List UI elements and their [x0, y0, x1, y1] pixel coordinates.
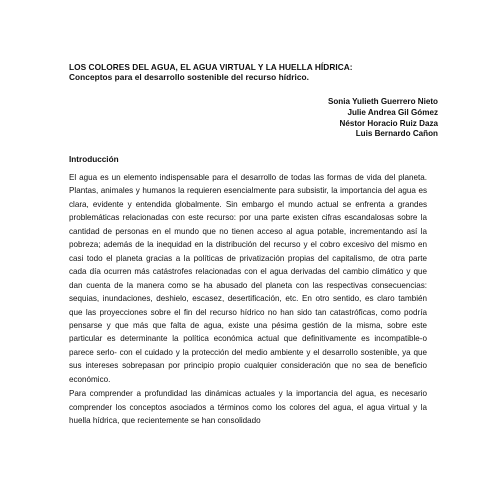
author-list: [328, 97, 438, 140]
author-name: Néstor Horacio Ruiz Daza: [339, 118, 438, 128]
paragraph: Para comprender a profundidad las dinámicas actuales y la importancia del agua, es necesario comprender los conceptos asociados a términos como los colores del agua, el agua virtual y la huella hídrica, que recientemente se han consolidado: [69, 389, 427, 426]
section-heading: Introducción: [69, 155, 119, 164]
title-line-2: Conceptos para el desarrollo sostenible del recurso hídrico.: [69, 72, 309, 83]
title-line-1: LOS COLORES DEL AGUA, EL AGUA VIRTUAL Y LA HUELLA HÍDRICA:: [69, 62, 353, 72]
document-title: [69, 62, 439, 83]
author-name: Sonia Yulieth Guerrero Nieto: [327, 97, 438, 106]
author-name: Luis Bernardo Cañon: [355, 129, 438, 139]
body-text: [69, 171, 427, 428]
paragraph: El agua es un elemento indispensable para el desarrollo de todas las formas de vida del planeta. Plantas, animales y humanos la requieren esencialmente para subsistir, la importancia del agua es clara, evidente y entendida globalmente. Sin embargo el mundo actual se enfrenta a grandes problemáticas relacionadas con este recurso: por una parte existen cifras escandalosas sobre la cantidad de personas en el mundo que no tienen acceso al agua potable, incrementando así la pobreza; además de la inequidad en la distribución del recurso y el cobro excesivo del mismo en casi todo el planeta gracias a la políticas de privatización propias del capitalismo, de otra parte cada día ocurren más catástrofes relacionadas con el agua derivadas del cambio climático y que dan cuenta de la manera como se ha abusado del planeta con las respectivas consecuencias: sequias, inundaciones, deshielo, escasez, desertificación, etc. En otro sentido, es claro también que las proyecciones sobre el fin del recurso hídrico no han sido tan catastróficas, como podría pensarse y que más que falta de agua, existe una pésima gestión de la misma, sobre este particular es determinante la política económica actual que definitivamente es incompatible-o parece serlo- con el cuidado y la protección del medio ambiente y el desarrollo sostenible, ya que sus intereses sobrepasan por principio propio cualquier consideración que no sea de beneficio económico.: [69, 173, 427, 384]
author-name: Julie Andrea Gil Gómez: [347, 107, 438, 117]
